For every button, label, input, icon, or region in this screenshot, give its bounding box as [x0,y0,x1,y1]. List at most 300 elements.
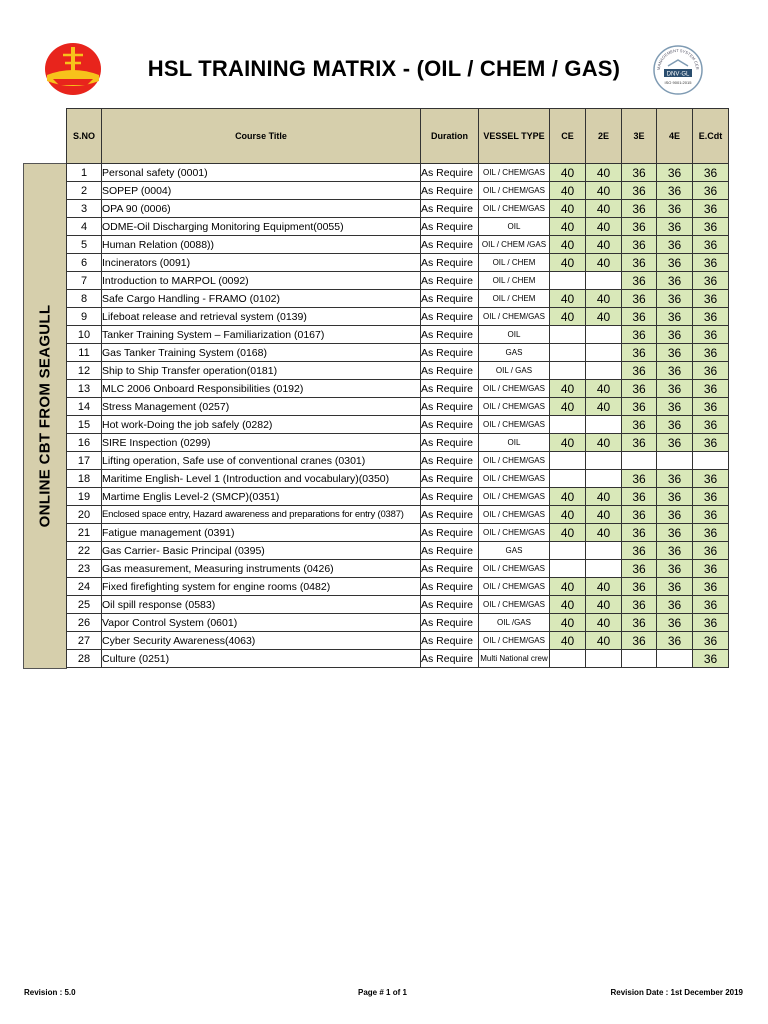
cell-sno: 19 [67,488,102,506]
header-duration: Duration [421,109,479,164]
cell-vessel-type: OIL /GAS [479,614,550,632]
header-4e: 4E [657,109,693,164]
cell-duration: As Require [421,254,479,272]
cell-sno: 1 [67,164,102,182]
cell-ce [550,560,586,578]
sidebar-section-label [23,163,67,669]
cell-sno: 23 [67,560,102,578]
cell-3e: 36 [622,218,657,236]
cell-3e: 36 [622,308,657,326]
cell-4e: 36 [657,272,693,290]
cell-ce [550,452,586,470]
cell-4e: 36 [657,470,693,488]
header-ecdt: E.Cdt [693,109,729,164]
cell-2e: 40 [586,236,622,254]
table-header-row [67,109,729,164]
cell-ce: 40 [550,290,586,308]
cell-course-title: Gas Tanker Training System (0168) [102,344,421,362]
cell-course-title: SOPEP (0004) [102,182,421,200]
cell-ce [550,362,586,380]
cell-4e: 36 [657,218,693,236]
cell-2e [586,344,622,362]
cell-vessel-type: OIL / CHEM [479,290,550,308]
cell-sno: 20 [67,506,102,524]
cell-3e [622,452,657,470]
cell-2e [586,452,622,470]
cell-4e: 36 [657,542,693,560]
cell-4e: 36 [657,290,693,308]
cell-duration: As Require [421,506,479,524]
cell-4e: 36 [657,308,693,326]
cell-2e: 40 [586,290,622,308]
cell-duration: As Require [421,470,479,488]
cell-vessel-type: OIL [479,434,550,452]
cell-course-title: Maritime English- Level 1 (Introduction and vocabulary)(0350) [102,470,421,488]
cell-ce: 40 [550,614,586,632]
cell-course-title: Ship to Ship Transfer operation(0181) [102,362,421,380]
cell-course-title: Fatigue management (0391) [102,524,421,542]
cell-2e [586,560,622,578]
cell-course-title: Lifting operation, Safe use of conventional cranes (0301) [102,452,421,470]
cell-ce [550,470,586,488]
cell-sno: 12 [67,362,102,380]
cell-3e: 36 [622,416,657,434]
cell-4e: 36 [657,524,693,542]
cell-sno: 27 [67,632,102,650]
cell-duration: As Require [421,452,479,470]
cell-ecdt: 36 [693,470,729,488]
cell-vessel-type: OIL / CHEM/GAS [479,182,550,200]
cell-ecdt: 36 [693,560,729,578]
cell-duration: As Require [421,362,479,380]
table-row [67,506,729,524]
cell-4e: 36 [657,560,693,578]
table-row [67,398,729,416]
cell-ecdt: 36 [693,362,729,380]
table-row [67,344,729,362]
cell-sno: 26 [67,614,102,632]
cell-ecdt: 36 [693,434,729,452]
cell-duration: As Require [421,560,479,578]
table-row [67,542,729,560]
footer-page-number: Page # 1 of 1 [358,988,407,997]
footer-revision: Revision : 5.0 [24,988,76,997]
cell-sno: 22 [67,542,102,560]
cell-vessel-type: OIL / CHEM/GAS [479,398,550,416]
table-row [67,326,729,344]
cell-vessel-type: OIL / CHEM/GAS [479,452,550,470]
cell-4e: 36 [657,506,693,524]
cell-course-title: Lifeboat release and retrieval system (0139) [102,308,421,326]
cell-3e: 36 [622,362,657,380]
header-3e: 3E [622,109,657,164]
cell-vessel-type: OIL / CHEM/GAS [479,560,550,578]
cell-ecdt [693,452,729,470]
cell-4e: 36 [657,614,693,632]
cell-course-title: MLC 2006 Onboard Responsibilities (0192) [102,380,421,398]
table-row [67,614,729,632]
cell-duration: As Require [421,200,479,218]
cell-vessel-type: OIL / CHEM/GAS [479,596,550,614]
cell-3e: 36 [622,488,657,506]
cell-vessel-type: Multi National crew [479,650,550,668]
cell-vessel-type: OIL / CHEM/GAS [479,308,550,326]
cell-vessel-type: OIL / CHEM [479,254,550,272]
cell-vessel-type: GAS [479,542,550,560]
cell-vessel-type: OIL / CHEM/GAS [479,488,550,506]
cell-vessel-type: OIL / CHEM/GAS [479,470,550,488]
table-row [67,200,729,218]
cell-duration: As Require [421,182,479,200]
table-row [67,236,729,254]
cell-duration: As Require [421,326,479,344]
cell-ecdt: 36 [693,200,729,218]
cell-3e: 36 [622,182,657,200]
cell-course-title: Human Relation (0088)) [102,236,421,254]
cell-ecdt: 36 [693,416,729,434]
cell-course-title: Safe Cargo Handling - FRAMO (0102) [102,290,421,308]
table-row [67,308,729,326]
cell-3e: 36 [622,236,657,254]
cell-3e: 36 [622,434,657,452]
cert-arc-text: MANAGEMENT SYSTEM CER [655,47,701,71]
cell-vessel-type: OIL [479,326,550,344]
cell-ce: 40 [550,578,586,596]
cell-ecdt: 36 [693,218,729,236]
cell-duration: As Require [421,380,479,398]
cell-ecdt: 36 [693,614,729,632]
cell-2e: 40 [586,596,622,614]
cell-sno: 18 [67,470,102,488]
cell-ecdt: 36 [693,254,729,272]
table-row [67,380,729,398]
header-vessel-type: VESSEL TYPE [479,109,550,164]
cell-course-title: Enclosed space entry, Hazard awareness and preparations for entry (0387) [102,506,421,524]
cell-4e: 36 [657,326,693,344]
cell-3e [622,650,657,668]
cell-sno: 25 [67,596,102,614]
cell-course-title: Gas measurement, Measuring instruments (0426) [102,560,421,578]
cell-sno: 17 [67,452,102,470]
cell-ecdt: 36 [693,506,729,524]
cell-ce [550,344,586,362]
cell-2e: 40 [586,308,622,326]
cert-iso: ISO 9001:2015 [664,80,692,85]
cell-duration: As Require [421,308,479,326]
cell-sno: 14 [67,398,102,416]
cell-ce: 40 [550,632,586,650]
cell-4e [657,452,693,470]
cell-duration: As Require [421,272,479,290]
cell-3e: 36 [622,506,657,524]
cell-ecdt: 36 [693,632,729,650]
cell-2e: 40 [586,578,622,596]
cell-vessel-type: OIL / CHEM [479,272,550,290]
cell-course-title: Martime Englis Level-2 (SMCP)(0351) [102,488,421,506]
cell-4e: 36 [657,488,693,506]
cell-ecdt: 36 [693,488,729,506]
cell-course-title: Incinerators (0091) [102,254,421,272]
table-row [67,452,729,470]
cell-course-title: Gas Carrier- Basic Principal (0395) [102,542,421,560]
cell-sno: 8 [67,290,102,308]
cell-ce: 40 [550,236,586,254]
cell-course-title: Tanker Training System – Familiarization (0167) [102,326,421,344]
cell-vessel-type: OIL / CHEM/GAS [479,416,550,434]
cell-4e: 36 [657,380,693,398]
cell-sno: 15 [67,416,102,434]
cell-3e: 36 [622,290,657,308]
sidebar-label-text: ONLINE CBT FROM SEAGULL [36,304,54,528]
cell-ecdt: 36 [693,164,729,182]
cell-course-title: Introduction to MARPOL (0092) [102,272,421,290]
table-row [67,650,729,668]
cell-4e: 36 [657,344,693,362]
cell-course-title: Fixed firefighting system for engine rooms (0482) [102,578,421,596]
cell-2e: 40 [586,218,622,236]
cell-3e: 36 [622,200,657,218]
cell-course-title: Cyber Security Awareness(4063) [102,632,421,650]
cell-ecdt: 36 [693,542,729,560]
cell-duration: As Require [421,632,479,650]
cell-2e: 40 [586,524,622,542]
cell-duration: As Require [421,416,479,434]
cell-duration: As Require [421,650,479,668]
cell-2e: 40 [586,614,622,632]
cell-vessel-type: OIL / CHEM/GAS [479,632,550,650]
cell-duration: As Require [421,236,479,254]
cell-ecdt: 36 [693,308,729,326]
cell-2e [586,326,622,344]
cell-ecdt: 36 [693,326,729,344]
cell-duration: As Require [421,596,479,614]
table-row [67,182,729,200]
table-row [67,524,729,542]
cell-vessel-type: OIL / CHEM/GAS [479,380,550,398]
cell-course-title: Vapor Control System (0601) [102,614,421,632]
cell-ce: 40 [550,398,586,416]
cell-3e: 36 [622,398,657,416]
cell-duration: As Require [421,488,479,506]
table-row [67,218,729,236]
cell-ce: 40 [550,380,586,398]
cell-3e: 36 [622,542,657,560]
cell-ce [550,650,586,668]
cell-2e: 40 [586,200,622,218]
cell-4e: 36 [657,416,693,434]
cell-3e: 36 [622,470,657,488]
cell-sno: 16 [67,434,102,452]
cell-4e: 36 [657,362,693,380]
cell-2e [586,416,622,434]
cell-ce: 40 [550,308,586,326]
cell-ecdt: 36 [693,236,729,254]
cell-4e: 36 [657,200,693,218]
cell-duration: As Require [421,434,479,452]
cell-2e [586,362,622,380]
cert-name: DNV·GL [666,71,690,78]
table-row [67,596,729,614]
cell-sno: 24 [67,578,102,596]
cell-3e: 36 [622,380,657,398]
cell-ce [550,542,586,560]
cell-4e: 36 [657,398,693,416]
cell-3e: 36 [622,254,657,272]
table-row [67,164,729,182]
table-row [67,272,729,290]
table-row [67,290,729,308]
cell-duration: As Require [421,542,479,560]
cell-duration: As Require [421,614,479,632]
cell-vessel-type: OIL / CHEM/GAS [479,506,550,524]
table-row [67,416,729,434]
header-course-title: Course Title [102,109,421,164]
cell-ce: 40 [550,596,586,614]
cell-ecdt: 36 [693,290,729,308]
cell-4e: 36 [657,182,693,200]
cell-3e: 36 [622,560,657,578]
cell-2e: 40 [586,380,622,398]
cell-2e [586,542,622,560]
cell-vessel-type: OIL / CHEM/GAS [479,200,550,218]
cell-duration: As Require [421,218,479,236]
cell-ecdt: 36 [693,596,729,614]
cell-vessel-type: GAS [479,344,550,362]
cell-4e: 36 [657,254,693,272]
cell-course-title: ODME-Oil Discharging Monitoring Equipment(0055) [102,218,421,236]
cell-2e [586,272,622,290]
cell-ecdt: 36 [693,524,729,542]
cell-2e: 40 [586,632,622,650]
cell-duration: As Require [421,344,479,362]
cell-ecdt: 36 [693,182,729,200]
cell-sno: 28 [67,650,102,668]
cell-duration: As Require [421,578,479,596]
cell-vessel-type: OIL / GAS [479,362,550,380]
cell-2e: 40 [586,488,622,506]
cell-ce: 40 [550,434,586,452]
cell-3e: 36 [622,596,657,614]
cell-course-title: Stress Management (0257) [102,398,421,416]
cell-ecdt: 36 [693,344,729,362]
cell-duration: As Require [421,290,479,308]
cell-ce: 40 [550,506,586,524]
cell-course-title: Hot work-Doing the job safely (0282) [102,416,421,434]
cell-vessel-type: OIL [479,218,550,236]
cell-sno: 3 [67,200,102,218]
cell-2e: 40 [586,398,622,416]
cell-ecdt: 36 [693,578,729,596]
footer-revision-date: Revision Date : 1st December 2019 [610,988,743,997]
header-sno: S.NO [67,109,102,164]
cell-3e: 36 [622,272,657,290]
cell-2e: 40 [586,506,622,524]
cell-vessel-type: OIL / CHEM /GAS [479,236,550,254]
cell-ecdt: 36 [693,650,729,668]
page-title: HSL TRAINING MATRIX - (OIL / CHEM / GAS) [147,56,621,81]
cell-4e [657,650,693,668]
cell-3e: 36 [622,524,657,542]
table-row [67,254,729,272]
cell-ce [550,416,586,434]
cell-sno: 5 [67,236,102,254]
cell-4e: 36 [657,596,693,614]
cell-4e: 36 [657,236,693,254]
cell-sno: 6 [67,254,102,272]
training-matrix-table [66,108,729,668]
cell-ecdt: 36 [693,272,729,290]
cell-ce: 40 [550,182,586,200]
cell-duration: As Require [421,164,479,182]
cell-3e: 36 [622,344,657,362]
table-row [67,434,729,452]
cell-vessel-type: OIL / CHEM/GAS [479,524,550,542]
table-row [67,488,729,506]
cell-sno: 21 [67,524,102,542]
certification-badge-icon [652,44,704,96]
cell-4e: 36 [657,632,693,650]
table-row [67,560,729,578]
cell-4e: 36 [657,434,693,452]
cell-3e: 36 [622,614,657,632]
table-row [67,470,729,488]
cell-ce: 40 [550,524,586,542]
cell-ce: 40 [550,218,586,236]
header-ce: CE [550,109,586,164]
cell-2e: 40 [586,164,622,182]
cell-3e: 36 [622,326,657,344]
cell-duration: As Require [421,524,479,542]
cell-sno: 2 [67,182,102,200]
cell-course-title: Personal safety (0001) [102,164,421,182]
cell-2e: 40 [586,182,622,200]
cell-4e: 36 [657,578,693,596]
cell-sno: 9 [67,308,102,326]
cell-4e: 36 [657,164,693,182]
table-row [67,578,729,596]
cell-ecdt: 36 [693,380,729,398]
cell-sno: 11 [67,344,102,362]
cell-course-title: Oil spill response (0583) [102,596,421,614]
cell-ce: 40 [550,488,586,506]
table-row [67,362,729,380]
cell-2e [586,470,622,488]
cell-2e: 40 [586,434,622,452]
cell-sno: 10 [67,326,102,344]
cell-course-title: Culture (0251) [102,650,421,668]
cell-ce: 40 [550,164,586,182]
cell-vessel-type: OIL / CHEM/GAS [479,164,550,182]
cell-vessel-type: OIL / CHEM/GAS [479,578,550,596]
cell-3e: 36 [622,164,657,182]
cell-sno: 7 [67,272,102,290]
cell-course-title: SIRE Inspection (0299) [102,434,421,452]
cell-ce: 40 [550,200,586,218]
cell-sno: 4 [67,218,102,236]
cell-ce: 40 [550,254,586,272]
cell-2e [586,650,622,668]
cell-ce [550,326,586,344]
cell-3e: 36 [622,632,657,650]
cell-sno: 13 [67,380,102,398]
cell-ce [550,272,586,290]
cell-3e: 36 [622,578,657,596]
table-row [67,632,729,650]
header-2e: 2E [586,109,622,164]
cell-ecdt: 36 [693,398,729,416]
cell-course-title: OPA 90 (0006) [102,200,421,218]
cell-duration: As Require [421,398,479,416]
